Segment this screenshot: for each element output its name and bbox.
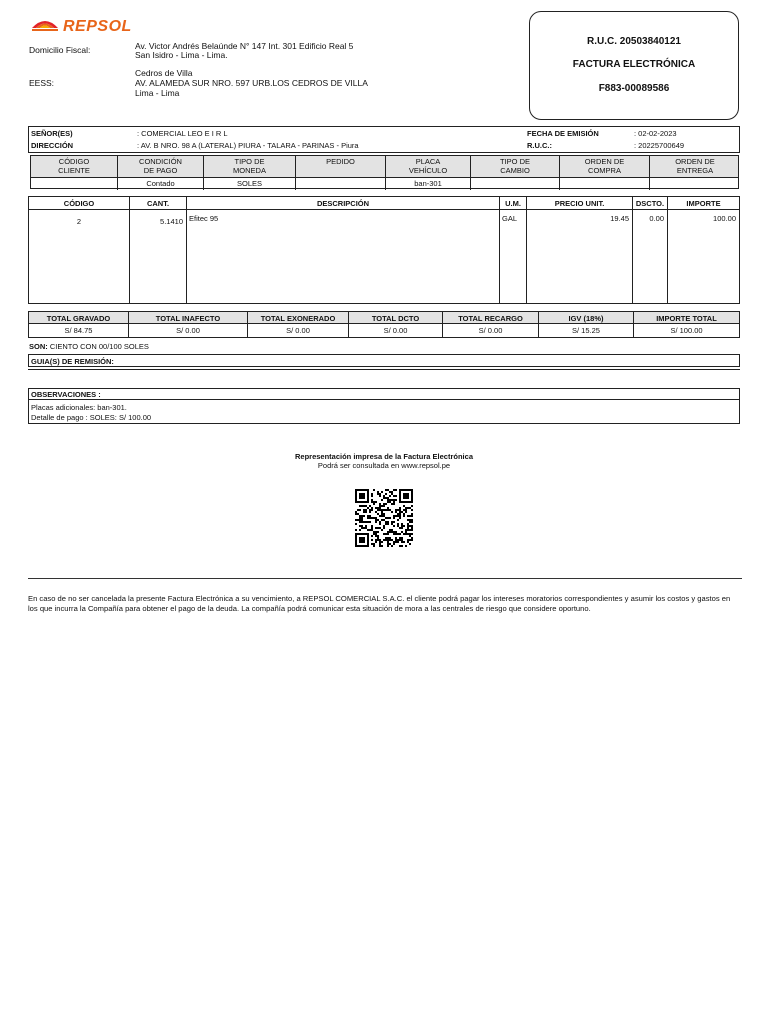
meta-header-line1: PLACA	[415, 157, 441, 166]
qr-code	[355, 489, 413, 547]
totals-value: S/ 84.75	[64, 326, 93, 335]
client-ruc-value: : 20225700649	[634, 141, 685, 150]
items-cell: 5.1410	[160, 217, 183, 226]
totals-value: S/ 0.00	[383, 326, 408, 335]
meta-column	[650, 156, 740, 190]
meta-header-line2: VEHÍCULO	[408, 166, 448, 175]
meta-column	[560, 156, 650, 190]
meta-column	[471, 156, 560, 190]
meta-header-line1: CONDICIÓN	[139, 157, 182, 166]
fecha-label: FECHA DE EMISIÓN	[527, 129, 599, 138]
son-label: SON:	[29, 342, 48, 351]
domicilio-line2: San Isidro - Lima - Lima.	[135, 50, 228, 60]
meta-header	[650, 157, 740, 175]
observaciones-line1: Placas adicionales: ban-301.	[31, 403, 127, 412]
meta-column	[386, 156, 471, 190]
senores-label: SEÑOR(ES)	[31, 129, 73, 138]
totals-column	[349, 312, 443, 337]
items-column	[130, 197, 187, 303]
items-header: U.M.	[505, 199, 521, 208]
footer-divider	[28, 578, 742, 579]
meta-header-line2: MONEDA	[233, 166, 266, 175]
divider	[28, 369, 740, 370]
items-cell: 0.00	[649, 214, 664, 223]
representation-subtitle: Podrá ser consultada en www.repsol.pe	[317, 461, 451, 470]
items-column	[527, 197, 633, 303]
meta-header	[118, 157, 203, 175]
totals-header: TOTAL INAFECTO	[155, 313, 221, 323]
items-table	[28, 196, 740, 304]
meta-header-line1: ORDEN DE	[675, 157, 715, 166]
son-line	[29, 342, 149, 351]
meta-header-line1: ORDEN DE	[584, 157, 625, 166]
senores-value: : COMERCIAL LEO E I R L	[137, 129, 228, 138]
items-header: PRECIO UNIT.	[554, 199, 605, 208]
repsol-logo-text: REPSOL	[63, 18, 132, 35]
guias-box	[28, 354, 740, 367]
invoice-number: F883-00089586	[598, 83, 670, 94]
items-header: DESCRIPCIÓN	[316, 199, 370, 208]
observaciones-box	[28, 388, 740, 424]
items-column	[668, 197, 739, 303]
document-type: FACTURA ELECTRÓNICA	[572, 59, 696, 70]
domicilio-line1: Av. Victor Andrés Belaúnde N° 147 Int. 301 Edificio Real 5	[135, 41, 354, 51]
meta-header-line2: COMPRA	[588, 166, 621, 175]
items-header: DSCTO.	[635, 199, 665, 208]
totals-header: TOTAL DCTO	[371, 313, 420, 323]
meta-column	[296, 156, 386, 190]
totals-column	[539, 312, 634, 337]
meta-header	[204, 157, 295, 175]
direccion-value: : AV. B NRO. 98 A (LATERAL) PIURA - TALARA - PARINAS - Piura	[137, 141, 359, 150]
meta-header-line1: TIPO DE	[234, 157, 265, 166]
meta-header	[471, 157, 559, 175]
totals-column	[443, 312, 539, 337]
meta-header	[31, 157, 117, 175]
eess-line3: Lima - Lima	[135, 88, 180, 98]
items-cell: 2	[76, 217, 82, 226]
meta-header	[386, 157, 470, 175]
totals-column	[29, 312, 129, 337]
items-column	[633, 197, 668, 303]
items-cell: 19.45	[610, 214, 629, 223]
guias-label: GUIA(S) DE REMISIÓN:	[31, 356, 114, 366]
meta-value: Contado	[146, 179, 175, 188]
items-cell: 100.00	[713, 214, 736, 223]
meta-table	[30, 155, 739, 189]
meta-header-line1: TIPO DE	[499, 157, 530, 166]
totals-column	[248, 312, 349, 337]
meta-value: ban-301	[414, 179, 442, 188]
items-header: CÓDIGO	[63, 199, 95, 208]
meta-header-line2: CLIENTE	[58, 166, 90, 175]
meta-header-line2: CAMBIO	[500, 166, 530, 175]
meta-header-line1: PEDIDO	[326, 157, 355, 166]
items-column	[29, 197, 130, 303]
items-header: CANT.	[146, 199, 170, 208]
meta-header	[560, 157, 649, 175]
observaciones-label: OBSERVACIONES :	[31, 390, 101, 399]
meta-column	[118, 156, 204, 190]
footer-legal: En caso de no ser cancelada la presente Factura Electrónica a su vencimiento, a REPSOL COMERCIAL S.A.C. el cliente podrá pagar los intereses moratorios correspondientes y asumir los costos y gastos en los que incurra la Compañía para obtener el pago de la deuda. La compañía podrá comunicar esta situación de mora a las centrales de riesgo que considere oportuno.	[28, 594, 731, 613]
totals-header: TOTAL GRAVADO	[46, 313, 111, 323]
repsol-logo-icon	[30, 16, 60, 35]
meta-header	[296, 157, 385, 166]
domicilio-label: Domicilio Fiscal:	[29, 45, 91, 55]
totals-table	[28, 311, 740, 338]
eess-label: EESS:	[29, 78, 55, 88]
meta-column	[204, 156, 296, 190]
totals-header: TOTAL RECARGO	[458, 313, 523, 323]
client-ruc-label: R.U.C.:	[527, 141, 552, 150]
direccion-label: DIRECCIÓN	[31, 141, 74, 150]
totals-value: S/ 0.00	[286, 326, 310, 335]
meta-header-line1: CÓDIGO	[58, 157, 90, 166]
son-value: CIENTO CON 00/100 SOLES	[49, 342, 149, 351]
totals-value: S/ 0.00	[478, 326, 503, 335]
totals-value: S/ 100.00	[670, 326, 703, 335]
fecha-value: : 02-02-2023	[634, 129, 677, 138]
items-column	[500, 197, 527, 303]
meta-header-line2: DE PAGO	[143, 166, 178, 175]
client-box	[28, 126, 740, 153]
eess-line2: AV. ALAMEDA SUR NRO. 597 URB.LOS CEDROS DE VILLA	[135, 78, 368, 88]
totals-header: IMPORTE TOTAL	[656, 313, 717, 323]
meta-column	[31, 156, 118, 190]
totals-header: TOTAL EXONERADO	[260, 313, 336, 323]
eess-line1: Cedros de Villa	[135, 68, 193, 78]
items-cell: GAL	[502, 214, 518, 223]
totals-value: S/ 0.00	[176, 326, 200, 335]
ruc-box	[529, 11, 739, 120]
totals-column	[129, 312, 248, 337]
ruc-number: R.U.C. 20503840121	[587, 36, 681, 47]
totals-header: IGV (18%)	[568, 313, 604, 323]
representation-title: Representación impresa de la Factura Electrónica	[295, 452, 473, 461]
items-cell: Efitec 95	[189, 214, 219, 223]
meta-header-line2: ENTREGA	[676, 166, 714, 175]
totals-value: S/ 15.25	[572, 326, 600, 335]
items-column	[187, 197, 500, 303]
meta-value: SOLES	[236, 179, 262, 188]
totals-column	[634, 312, 739, 337]
items-header: IMPORTE	[686, 199, 721, 208]
observaciones-line2: Detalle de pago : SOLES: S/ 100.00	[31, 413, 152, 422]
